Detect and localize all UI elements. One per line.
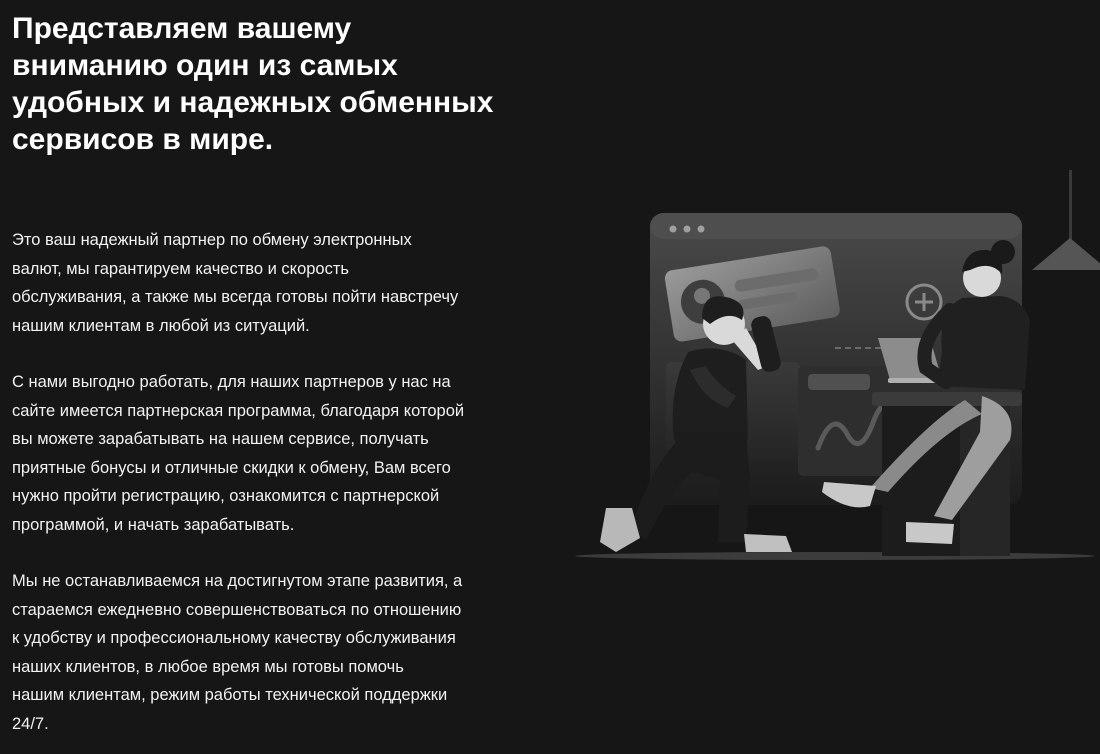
heading-line: сервисов в мире. xyxy=(12,123,274,156)
heading-line: удобных и надежных обменных xyxy=(12,86,494,119)
text-line: нужно пройти регистрацию, ознакомится с партнерской xyxy=(12,487,440,505)
description-text xyxy=(12,226,572,754)
text-line: вы можете зарабатывать на нашем сервисе, получать xyxy=(12,430,429,448)
text-line: нашим клиентам, режим работы технической поддержки xyxy=(12,686,448,704)
text-line: Мы не останавливаемся на достигнутом этапе развития, а xyxy=(12,572,463,590)
paragraph-support xyxy=(12,567,572,738)
heading-line: Представляем вашему xyxy=(12,12,352,45)
text-line: стараемся ежедневно совершенствоваться по отношению xyxy=(12,600,462,619)
page-heading xyxy=(12,10,572,158)
text-line: программой, и начать зарабатывать. xyxy=(12,515,295,534)
text-line: приятные бонусы и отличные скидки к обмену, Вам всего xyxy=(12,458,451,477)
heading-line: вниманию один из самых xyxy=(12,49,398,82)
text-line: наших клиентов, в любое время мы готовы помочь xyxy=(12,657,404,676)
text-line: нашим клиентам в любой из ситуаций. xyxy=(12,316,310,335)
partnership-illustration xyxy=(570,170,1100,570)
text-line: сайте имеется партнерская программа, благодаря которой xyxy=(12,401,465,420)
text-line: валют, мы гарантируем качество и скорость xyxy=(12,259,350,278)
text-line: 24/7. xyxy=(12,714,49,733)
text-line: к удобству и профессиональному качеству обслуживания xyxy=(12,629,456,647)
text-line: Это ваш надежный партнер по обмену электронных xyxy=(12,231,412,249)
text-line: обслуживания, а также мы всегда готовы пойти навстречу xyxy=(12,288,459,306)
text-line: С нами выгодно работать, для наших партнеров у нас на xyxy=(12,373,451,391)
paragraph-intro xyxy=(12,226,572,340)
paragraph-partners xyxy=(12,368,572,539)
partnership-illustration-icon xyxy=(570,170,1100,570)
